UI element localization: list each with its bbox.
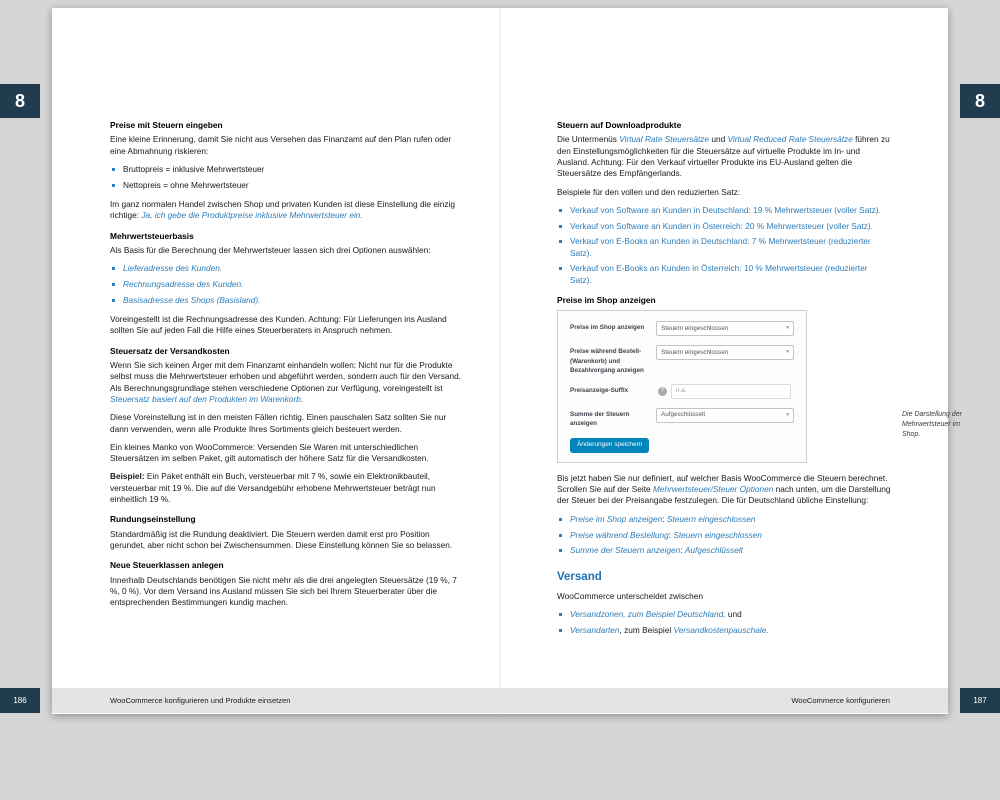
text-run: : (662, 513, 667, 524)
text-run: Verkauf von Software an Kunden in Österreich: 20 % Mehrwertsteuer (voller Satz). (570, 220, 873, 231)
settings-label: Preise während Bestell- (Warenkorb) und Bezahlvorgang anzeigen (570, 348, 644, 374)
bullet-list (557, 609, 891, 636)
list-item (557, 205, 891, 216)
help-icon[interactable]: ? (658, 387, 667, 396)
section-heading: Steuern auf Downloadprodukte (557, 120, 682, 130)
settings-label: Preise im Shop anzeigen (570, 324, 645, 332)
paragraph (110, 442, 462, 465)
paragraph (110, 314, 462, 337)
list-item (557, 545, 891, 556)
text-run: Basisadresse des Shops (Basisland). (123, 294, 261, 305)
settings-dropdown[interactable] (656, 408, 794, 423)
paragraph (557, 591, 891, 602)
text-run: Voreingestellt ist die Rechnungsadresse des Kunden. Achtung: Für Lieferungen ins Ausland sollten Sie auf jeden Fall die Hilfe eines Steuerberaters in Anspruch nehmen. (110, 314, 447, 336)
chevron-down-icon: ▾ (786, 349, 789, 356)
page-number-right (960, 688, 1000, 713)
text-run: Ein kleines Manko von WooCommerce: Versenden Sie Waren mit unterschiedlichen Steuersätzen im selben Paket, gilt automatisch der höhere Satz für die Versandkosten. (110, 441, 429, 464)
settings-dropdown[interactable] (656, 321, 794, 336)
settings-control (656, 321, 794, 336)
text-run: Als Basis für die Berechnung der Mehrwertsteuer lassen sich drei Optionen auswählen: (110, 245, 431, 256)
chapter-number: 8 (14, 90, 25, 111)
paragraph (557, 473, 891, 507)
settings-control (656, 408, 794, 428)
chapter-number: 8 (974, 90, 985, 111)
list-item (557, 236, 891, 259)
text-run: Ein Paket enthält ein Buch, versteuerbar mit 7 %, sowie ein Elektronikbauteil, versteuerbar mit 19 %. Die auf die Versandgebühr erhobene Mehrwertsteuer beträgt nun einheitlich 19 %. (110, 471, 436, 504)
section-heading: Preise mit Steuern eingeben (110, 120, 223, 130)
text-run: Ja, ich gebe die Produktpreise inklusive Mehrwertsteuer ein. (141, 210, 363, 221)
chapter-tab-left (0, 84, 40, 118)
bullet-list (110, 164, 462, 191)
text-run: : (680, 545, 685, 556)
chevron-down-icon: ▾ (786, 411, 789, 418)
settings-row (570, 345, 794, 374)
text-run: Summe der Steuern anzeigen (570, 545, 681, 556)
list-item (110, 180, 462, 191)
text-run: Mehrwertsteuer/Steuer Optionen (652, 484, 774, 495)
dropdown-value: Aufgeschlüsselt (661, 411, 706, 419)
text-run: Innerhalb Deutschlands benötigen Sie nicht mehr als die drei angelegten Steuersätze (19 %, 7 %, 0 %). Vor dem Versand ins Ausland müssen Sie sich bei Ihrem Steuerberater über die entsprechenden Bestimmungen kundig machen. (110, 574, 457, 608)
page-fold (499, 8, 501, 714)
paragraph (110, 471, 462, 505)
bullet-list (557, 205, 891, 286)
footer-right-label: WooCommerce konfigurieren (791, 696, 890, 705)
settings-label: Summe der Steuern anzeigen (570, 410, 630, 427)
page-number-text: 187 (973, 696, 987, 705)
section-heading: Neue Steuerklassen anlegen (110, 560, 224, 571)
page-number-left (0, 688, 40, 713)
text-run: Virtual Reduced Rate Steuersätze (727, 134, 853, 145)
text-run: und (709, 134, 728, 145)
text-run: Beispiel: (110, 471, 145, 482)
text-run: WooCommerce unterscheidet zwischen (557, 591, 704, 602)
text-run: Virtual Rate Steuersätze (619, 134, 710, 145)
settings-label: Preisanzeige-Suffix (570, 386, 629, 394)
figure-caption: Die Darstellung der Mehrwertsteuer im Shop. (902, 411, 962, 439)
text-run: Aufgeschlüsselt (684, 545, 743, 556)
bullet-list (557, 514, 891, 557)
list-item (110, 295, 462, 306)
paragraph (110, 412, 462, 435)
settings-dropdown[interactable] (656, 345, 794, 360)
list-item (557, 514, 891, 525)
suffix-input[interactable]: n.a. (671, 384, 791, 399)
dropdown-value: Steuern eingeschlossen (661, 324, 729, 332)
settings-row (570, 321, 794, 336)
text-run: Bruttopreis = inklusive Mehrwertsteuer (123, 163, 265, 174)
paragraph (557, 134, 891, 179)
list-item (557, 609, 891, 620)
woocommerce-settings-screenshot (557, 310, 807, 462)
chevron-down-icon: ▾ (786, 325, 789, 332)
page-left-content (110, 120, 462, 615)
settings-screenshot-figure (557, 310, 962, 462)
text-run: : (668, 529, 674, 540)
footer-left (52, 688, 500, 713)
text-run: Wenn Sie sich keinen Ärger mit dem Finanzamt einhandeln wollen: Nicht nur für die Produkte selbst muss die Mehrwertsteuer erhoben und abgeführt werden, sondern auch für den Versand. Als Berechnungsgrundlage stehen verschiedene Optionen zur Verfügung, voreingestellt ist (110, 360, 461, 393)
text-run: und (725, 609, 742, 620)
text-run: Rechnungsadresse des Kunden. (123, 279, 244, 290)
text-run: Nettopreis = ohne Mehrwertsteuer (123, 179, 249, 190)
text-run: Eine kleine Erinnerung, damit Sie nicht aus Versehen das Finanzamt auf den Plan rufen oder eine Abmahnung riskieren: (110, 134, 452, 156)
paragraph (110, 199, 462, 222)
list-item (110, 263, 462, 274)
text-run: Bis jetzt haben Sie nur definiert, auf welcher Basis WooCommerce die Steuern berechnet. Scrollen Sie auf der Seite (557, 472, 888, 495)
paragraph (557, 187, 891, 198)
dropdown-value: Steuern eingeschlossen (661, 348, 729, 356)
subchapter-heading: Versand (557, 570, 602, 583)
text-run: , zum Beispiel (619, 625, 674, 636)
settings-row (570, 384, 794, 399)
chapter-tab-right (960, 84, 1000, 118)
text-run: Verkauf von E-Books an Kunden in Österreich: 10 % Mehrwertsteuer (reduzierter Satz). (570, 263, 868, 285)
settings-control (656, 345, 794, 374)
text-run: nach unten, um die Darstellung der Steuer bei der Preisangabe festzulegen. Die für Deutschland übliche Einstellung: (557, 484, 891, 506)
footer-right (500, 688, 948, 713)
settings-control (658, 384, 794, 399)
text-run: Preise im Shop anzeigen (570, 513, 663, 524)
text-run: Diese Voreinstellung ist in den meisten Fällen richtig. Einen pauschalen Satz sollten Sie nur dann verwenden, wenn alle Produkte Ihres Sortiments gleich besteuert werden. (110, 412, 447, 434)
text-run: Versandzonen, zum Beispiel Deutschland, (570, 609, 726, 620)
save-changes-button[interactable]: Änderungen speichern (570, 438, 649, 453)
paragraph (110, 575, 462, 609)
list-item (557, 263, 891, 286)
paragraph (110, 245, 462, 256)
text-run: Versandarten (570, 625, 620, 636)
list-item (557, 625, 891, 636)
text-run: führen zu den Einstellungsmöglichkeiten für die Steuersätze auf virtuelle Produkte im In- und Ausland. Achtung: Für den Verkauf virtueller Produkte ins EU-Ausland gelten die Steuersätze des Empfängerlands. (557, 134, 890, 179)
text-run: Verkauf von Software an Kunden in Deutschland: 19 % Mehrwertsteuer (voller Satz). (570, 204, 881, 215)
text-run: Preise während Bestellung (570, 529, 669, 540)
page-right-content (557, 120, 962, 645)
text-run: Versandkostenpauschale. (673, 625, 769, 636)
text-run: Steuern eingeschlossen (673, 529, 762, 540)
text-run: Verkauf von E-Books an Kunden in Deutschland: 7 % Mehrwertsteuer (reduzierter Satz). (570, 236, 871, 258)
list-item (557, 530, 891, 541)
paragraph (110, 360, 462, 405)
text-run: Lieferadresse des Kunden. (123, 263, 223, 274)
list-item (110, 279, 462, 290)
list-item (110, 164, 462, 175)
text-run: Standardmäßig ist die Rundung deaktiviert. Die Steuern werden damit erst pro Position gerundet, aber nicht schon bei Zwischensummen. Diese Einstellung können Sie so belassen. (110, 528, 453, 550)
section-heading: Steuersatz der Versandkosten (110, 345, 230, 356)
paragraph (110, 529, 462, 552)
section-heading: Preise im Shop anzeigen (557, 295, 656, 306)
text-run: Die Untermenüs (557, 134, 620, 145)
page-number-text: 186 (13, 696, 27, 705)
text-run: . (300, 393, 304, 404)
text-run: Steuersatz basiert auf den Produkten im Warenkorb (110, 393, 301, 404)
text-run: Beispiele für den vollen und den reduzierten Satz: (557, 186, 741, 197)
footer-left-label: WooCommerce konfigurieren und Produkte einsetzen (110, 696, 291, 705)
settings-row (570, 408, 794, 428)
bullet-list (110, 263, 462, 306)
text-run: Im ganz normalen Handel zwischen Shop und privaten Kunden ist diese Einstellung die einzig richtige: (110, 199, 455, 221)
list-item (557, 221, 891, 232)
section-heading: Mehrwertsteuerbasis (110, 230, 194, 241)
text-run: Steuern eingeschlossen (666, 513, 756, 524)
paragraph (110, 134, 462, 157)
section-heading: Rundungseinstellung (110, 514, 196, 525)
